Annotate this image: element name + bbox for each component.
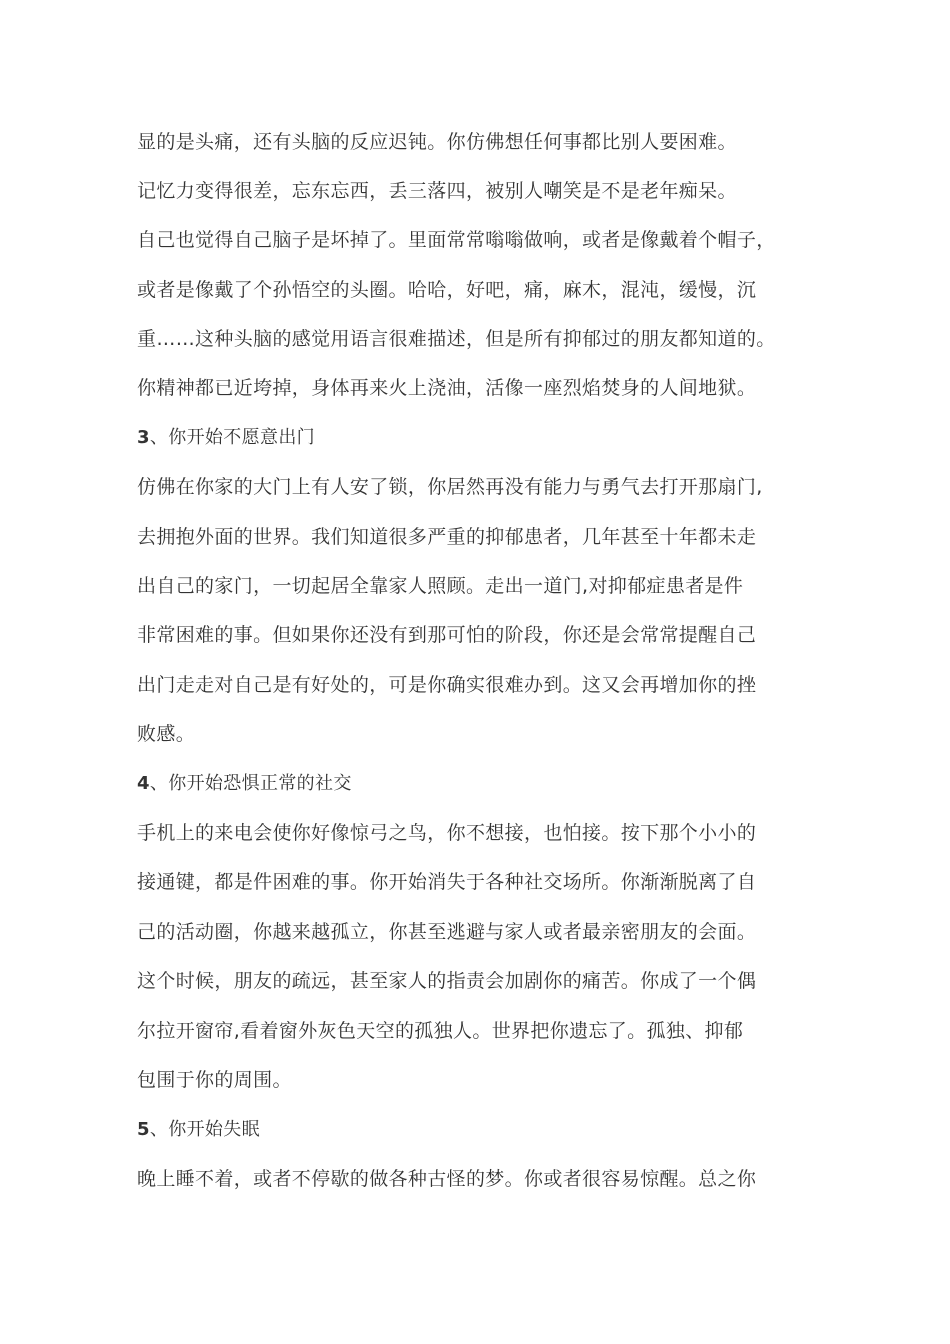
paragraph-line: 晚上睡不着，或者不停歇的做各种古怪的梦。你或者很容易惊醒。总之你 bbox=[137, 1168, 757, 1190]
section-title: 、你开始不愿意出门 bbox=[149, 427, 316, 448]
section-5-heading bbox=[137, 1115, 837, 1145]
paragraph-line: 败感。 bbox=[137, 723, 196, 745]
section-3-heading bbox=[137, 423, 837, 453]
paragraph-line: 包围于你的周围。 bbox=[137, 1069, 292, 1091]
paragraph-line: 非常困难的事。但如果你还没有到那可怕的阶段，你还是会常常提醒自己 bbox=[137, 624, 757, 646]
paragraph-line: 或者是像戴了个孙悟空的头圈。哈哈，好吧，痛，麻木，混沌，缓慢，沉 bbox=[137, 279, 757, 301]
paragraph-line: 尔拉开窗帘,看着窗外灰色天空的孤独人。世界把你遗忘了。孤独、抑郁 bbox=[137, 1020, 744, 1042]
paragraph-line: 你精神都已近垮掉，身体再来火上浇油，活像一座烈焰焚身的人间地狱。 bbox=[137, 377, 757, 399]
section-title: 、你开始恐惧正常的社交 bbox=[149, 773, 352, 794]
paragraph-line: 去拥抱外面的世界。我们知道很多严重的抑郁患者，几年甚至十年都未走 bbox=[137, 526, 757, 548]
paragraph-line: 这个时候，朋友的疏远，甚至家人的指责会加剧你的痛苦。你成了一个偶 bbox=[137, 970, 757, 992]
section-number: 4 bbox=[137, 773, 150, 794]
section-number: 5 bbox=[137, 1119, 150, 1140]
paragraph-line: 手机上的来电会使你好像惊弓之鸟，你不想接，也怕接。按下那个小小的 bbox=[137, 822, 757, 844]
paragraph-line: 仿佛在你家的大门上有人安了锁，你居然再没有能力与勇气去打开那扇门, bbox=[137, 476, 763, 498]
paragraph-line: 重……这种头脑的感觉用语言很难描述，但是所有抑郁过的朋友都知道的。 bbox=[137, 328, 776, 350]
paragraph-line: 出自己的家门，一切起居全靠家人照顾。走出一道门,对抑郁症患者是件 bbox=[137, 575, 744, 597]
section-number: 3 bbox=[137, 427, 150, 448]
section-title: 、你开始失眠 bbox=[149, 1119, 260, 1140]
paragraph-line: 记忆力变得很差，忘东忘西，丢三落四，被别人嘲笑是不是老年痴呆。 bbox=[137, 180, 737, 202]
paragraph-line: 接通键，都是件困难的事。你开始消失于各种社交场所。你渐渐脱离了自 bbox=[137, 871, 757, 893]
paragraph-line: 己的活动圈，你越来越孤立，你甚至逃避与家人或者最亲密朋友的会面。 bbox=[137, 921, 757, 943]
paragraph-line: 显的是头痛，还有头脑的反应迟钝。你仿佛想任何事都比别人要困难。 bbox=[137, 131, 737, 153]
paragraph-line: 自己也觉得自己脑子是坏掉了。里面常常嗡嗡做响，或者是像戴着个帽子， bbox=[137, 229, 776, 251]
section-4-heading bbox=[137, 769, 837, 799]
paragraph-line: 出门走走对自己是有好处的，可是你确实很难办到。这又会再增加你的挫 bbox=[137, 674, 757, 696]
